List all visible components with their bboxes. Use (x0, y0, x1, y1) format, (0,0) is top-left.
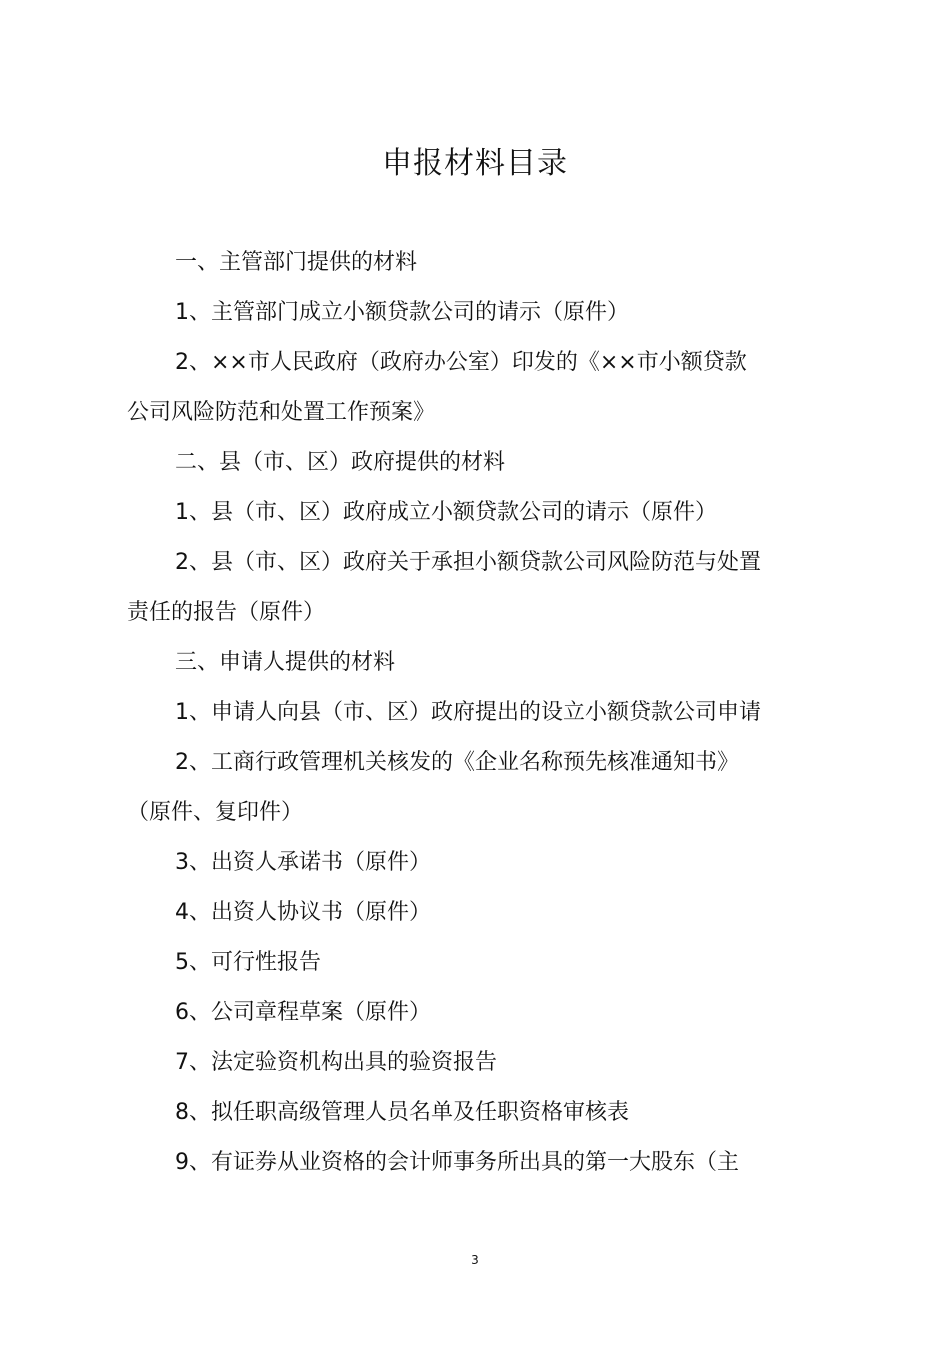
section-heading-1: 一、主管部门提供的材料 (175, 250, 418, 275)
list-item: 5、可行性报告 (175, 950, 321, 975)
list-item: 1、主管部门成立小额贷款公司的请示（原件） (175, 300, 629, 325)
list-item: 6、公司章程草案（原件） (175, 1000, 431, 1025)
list-item: 7、法定验资机构出具的验资报告 (175, 1050, 497, 1075)
list-item: 1、申请人向县（市、区）政府提出的设立小额贷款公司申请 (175, 700, 761, 725)
list-item: 4、出资人协议书（原件） (175, 900, 431, 925)
list-item: 2、××市人民政府（政府办公室）印发的《××市小额贷款公司风险防范和处置工作预案》 (127, 350, 747, 425)
list-item: 2、工商行政管理机关核发的《企业名称预先核准通知书》（原件、复印件） (127, 750, 739, 825)
page-number: 3 (471, 1253, 479, 1267)
section-heading-3: 三、申请人提供的材料 (175, 650, 396, 675)
list-item: 1、县（市、区）政府成立小额贷款公司的请示（原件） (175, 500, 717, 525)
document-body (127, 238, 767, 1188)
page-title: 申报材料目录 (382, 146, 568, 181)
list-item: 9、有证券从业资格的会计师事务所出具的第一大股东（主 (175, 1150, 739, 1175)
list-item: 8、拟任职高级管理人员名单及任职资格审核表 (175, 1100, 629, 1125)
list-item: 3、出资人承诺书（原件） (175, 850, 431, 875)
section-heading-2: 二、县（市、区）政府提供的材料 (175, 450, 506, 475)
list-item: 2、县（市、区）政府关于承担小额贷款公司风险防范与处置责任的报告（原件） (127, 550, 761, 625)
